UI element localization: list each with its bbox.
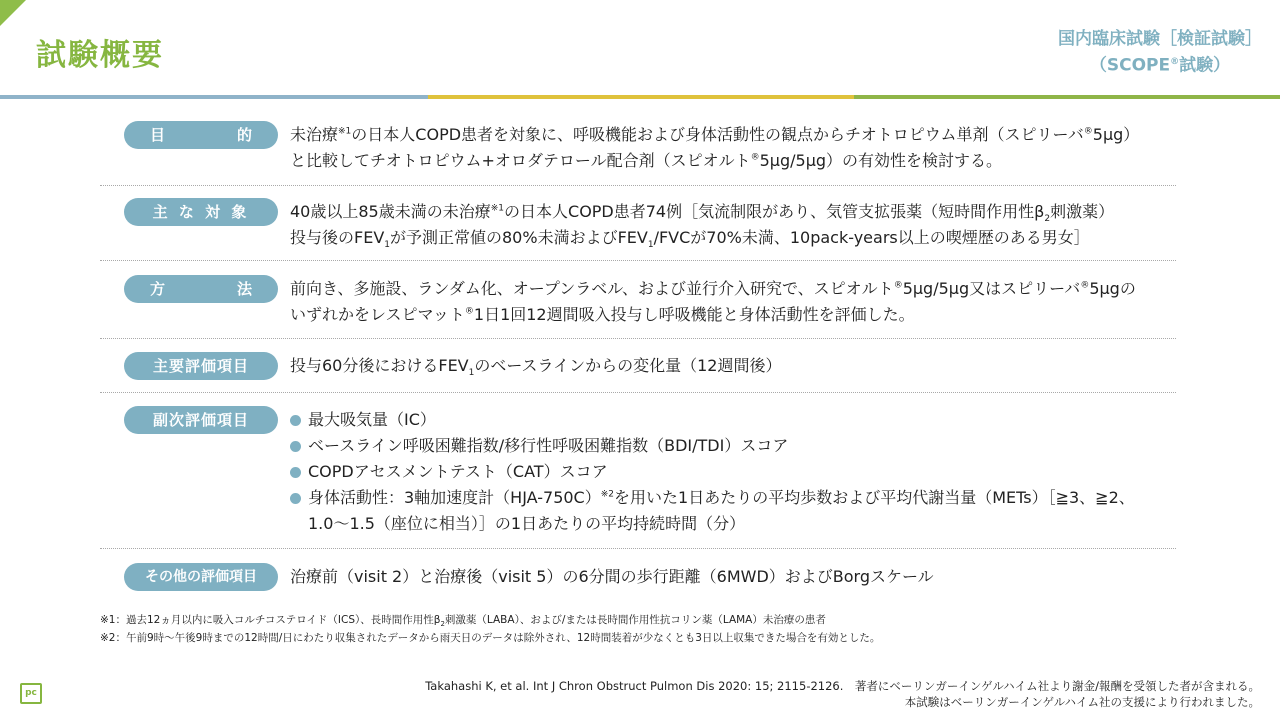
study-label-line1: 国内臨床試験［検証試験］ — [1058, 29, 1262, 49]
divider — [100, 185, 1176, 186]
header-bar-yellow — [428, 95, 854, 99]
subjects-text: 40歳以上85歳未満の未治療$^{※1}$の日本人COPD患者74例［気流制限があり、気管支拡張薬（短時間作用性$\beta_2$刺激薬） 投与後の$FEV_1$が予測正常値の80%未満および$FEV_1$/FVCが70%未満、10pack-years以上の喫煙歴のある男女］ — [290, 202, 1115, 251]
other-endpoints-text: 治療前（visit 2）と治療後（visit 5）の6分間の歩行距離（6MWD）およびBorgスケール — [290, 567, 934, 586]
footnote-2: ※2：午前9時〜午後9時までの12時間/日にわたり収集されたデータから雨天日のデータは除外され、12時間装着が少なくとも3日以上収集できた場合を有効とした。 — [100, 632, 881, 644]
label-method: 方 法 — [124, 275, 278, 303]
label-subjects: 主 な 対 象 — [124, 198, 278, 226]
objective-text: 未治療$^{※1}$の日本人COPD患者を対象に、呼吸機能および身体活動性の観点からチオトロピウム単剤（スピリーバ®5μg） と比較してチオトロピウム+オロダテロール配合剤（スピオルト®5μg/5μg）の有効性を検討する。 — [290, 125, 1140, 170]
divider — [100, 260, 1176, 261]
company-logo: pc — [20, 683, 42, 704]
reference-line-1: Takahashi K, et al. Int J Chron Obstruct Pulmon Dis 2020: 15; 2115-2126. 著者にベーリンガーインゲルハイム社より謝金/報酬を受領した者が含まれる。 — [425, 679, 1260, 693]
divider — [100, 338, 1176, 339]
label-objective: 目 的 — [124, 121, 278, 149]
method-text: 前向き、多施設、ランダム化、オープンラベル、および並行介入研究で、スピオルト®5μg/5μg又はスピリーバ®5μgの いずれかをレスピマット®1日1回12週間吸入投与し呼吸機能と身体活動性を評価した。 — [290, 279, 1136, 324]
study-label-line2: （SCOPE®試験） — [1089, 55, 1231, 76]
list-item: 身体活動性：3軸加速度計$(HJA-750C)^{※2}$を用いた1日あたりの平均歩数および平均代謝当量（METs）［≧3、≧2、 1.0〜1.5（座位に相当）］の1日あたりの平均持続時間（分） — [290, 485, 1170, 537]
page-title: 試験概要 — [36, 38, 164, 73]
divider — [100, 548, 1176, 549]
list-item: 最大吸気量（IC） — [290, 407, 1170, 433]
label-other-endpoints: その他の評価項目 — [124, 563, 278, 591]
reference-line-2: 本試験はベーリンガーインゲルハイム社の支援により行われました。 — [904, 695, 1260, 709]
label-secondary-endpoints: 副次評価項目 — [124, 406, 278, 434]
list-item: COPDアセスメントテスト（CAT）スコア — [290, 459, 1170, 485]
study-label — [1058, 28, 1262, 78]
secondary-endpoints-list — [290, 407, 1170, 537]
header-bar-green — [854, 95, 1280, 99]
list-item: ベースライン呼吸困難指数/移行性呼吸困難指数（BDI/TDI）スコア — [290, 433, 1170, 459]
divider — [100, 392, 1176, 393]
corner-decoration — [0, 0, 26, 26]
label-primary-endpoint: 主要評価項目 — [124, 352, 278, 380]
primary-endpoint-text: 投与60分後における$FEV_1$のベースラインからの変化量（12週間後） — [290, 356, 782, 379]
footnote-1: ※1：過去12ヵ月以内に吸入コルチコステロイド（ICS）、長時間作用性$\beta_2$刺激薬（LABA）、および/または長時間作用性抗コリン薬（LAMA）未治療の患者 — [100, 614, 826, 629]
header-bar-blue — [0, 95, 428, 99]
